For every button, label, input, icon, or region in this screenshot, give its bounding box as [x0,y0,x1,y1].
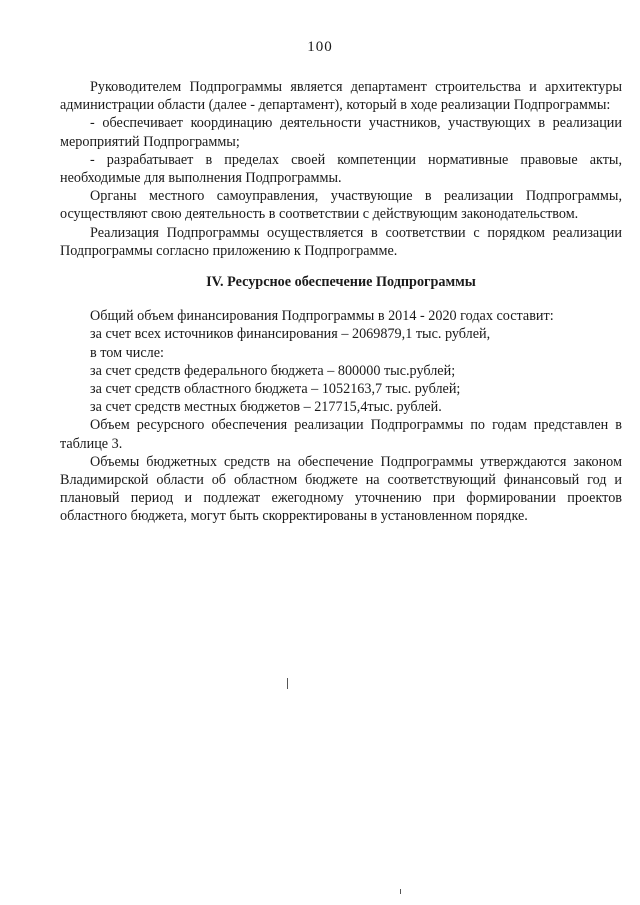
paragraph-implementation-order: Реализация Подпрограммы осуществляется в соответствии с порядком реализации Подпрограммы согласно приложению к Подпрограмме. [60,224,622,259]
funding-regional: за счет средств областного бюджета – 1052163,7 тыс. рублей; [90,381,461,398]
funding-all-sources: за счет всех источников финансирования – 2069879,1 тыс. рублей, [90,326,491,343]
document-body [60,78,622,526]
scan-artifact-mark [400,889,401,894]
section-heading-resources: IV. Ресурсное обеспечение Подпрограммы [206,274,476,291]
paragraph-coordination: - обеспечивает координацию деятельности участников, участвующих в реализации мероприятий Подпрограммы; [60,115,622,150]
page-number: 100 [307,39,333,55]
paragraph-budget-approval: Объемы бюджетных средств на обеспечение Подпрограммы утверждаются законом Владимирской области об областном бюджете на соответствующий финансовый год и плановый период и подлежат ежегодному уточнению при формировании проектов областного бюджета, могут быть скорректированы в установленном порядке. [60,453,622,525]
funding-total-intro: Общий объем финансирования Подпрограммы в 2014 - 2020 годах составит: [90,308,554,325]
paragraph-responsible-department: Руководителем Подпрограммы является департамент строительства и архитектуры администрации области (далее - департамент), который в ходе реализации Подпрограммы: [60,79,622,114]
scan-artifact-mark [287,678,288,689]
paragraph-table-reference: Объем ресурсного обеспечения реализации Подпрограммы по годам представлен в таблице 3. [60,417,622,452]
funding-local: за счет средств местных бюджетов – 217715,4тыс. рублей. [90,399,442,416]
funding-federal: за счет средств федерального бюджета – 800000 тыс.рублей; [90,362,456,379]
paragraph-local-government: Органы местного самоуправления, участвующие в реализации Подпрограммы, осуществляют свою деятельность в соответствии с действующим законодательством. [60,188,622,223]
funding-including: в том числе: [90,344,164,361]
paragraph-normative-acts: - разрабатывает в пределах своей компетенции нормативные правовые акты, необходимые для выполнения Подпрограммы. [60,151,622,187]
